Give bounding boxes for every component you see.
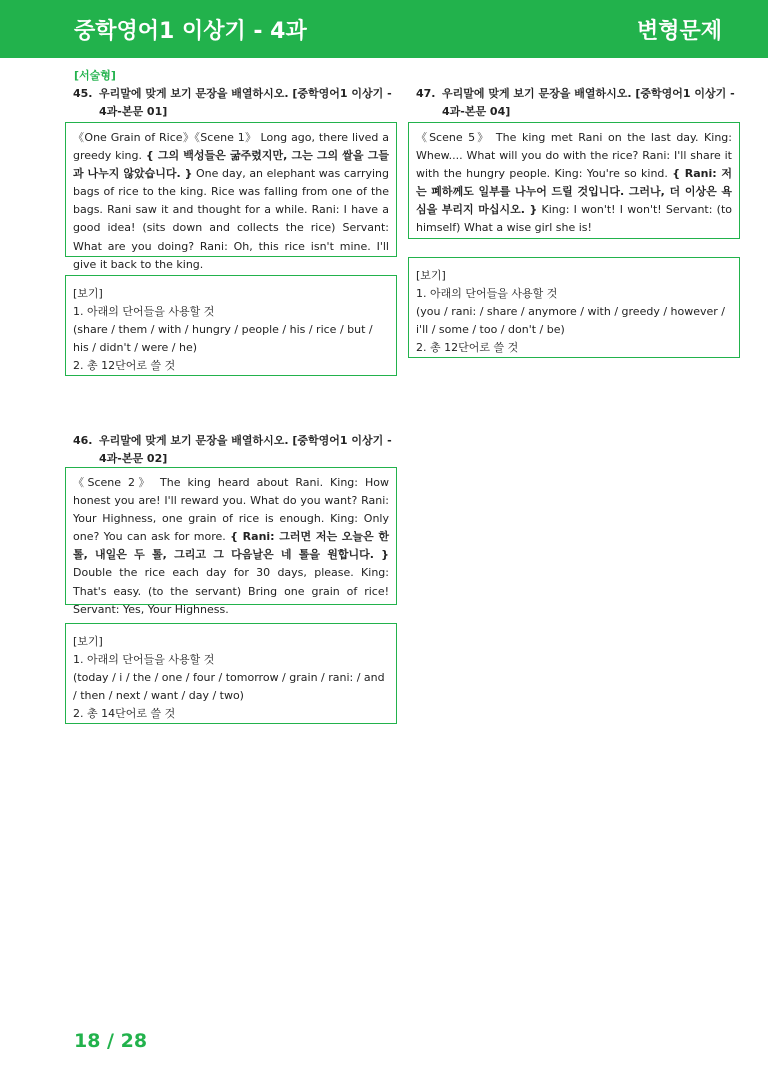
question-instruction: 우리말에 맞게 보기 문장을 배열하시오. [중학영어1 이상기 - [99,434,392,447]
worksheet-title: 중학영어1 이상기 - 4과 [74,19,307,44]
bogi-rule: 1. 아래의 단어들을 사용할 것 [73,653,215,666]
question-source: 4과-본문 02] [99,452,168,465]
bogi-box [408,257,740,358]
question-heading [73,432,397,468]
bogi-rule: 2. 총 12단어로 쓸 것 [73,359,176,372]
page-number: 18 / 28 [74,1030,148,1052]
question-heading [73,85,397,121]
bogi-box [65,623,397,724]
bogi-rule: 2. 총 14단어로 쓸 것 [73,707,176,720]
passage-box [65,467,397,616]
passage-text: 《One Grain of Rice》《Scene 1》 Long ago, there lived a greedy king. [73,131,389,163]
question-instruction: 우리말에 맞게 보기 문장을 배열하시오. [중학영어1 이상기 - [99,87,392,100]
question-46 [73,432,397,468]
worksheet-type-tag: 변형문제 [636,19,722,44]
bogi-word-list: (you / rani: / share / anymore / with / greedy / however / i'll / some / too / don't / be) [416,305,725,336]
passage-text: 《Scene 5》 The king met Rani on the last day. King: Whew.... What will you do with the rice? Rani: I'll share it with the hungry people. King: You're so kind. [416,131,732,181]
question-heading [416,85,740,121]
bogi-title: [보기] [73,287,103,300]
bogi-rule: 2. 총 12단어로 쓸 것 [416,341,519,354]
passage-text: King: I won't! I won't! Servant: (to himself) What a wise girl she is! [416,203,732,235]
passage-text: Double the rice each day for 30 days, please. King: That's easy. (to the servant) Bring one grain of rice! Servant: Yes, Your Highness. [73,566,389,616]
page-header [0,0,768,58]
bogi-rule: 1. 아래의 단어들을 사용할 것 [416,287,558,300]
question-source: 4과-본문 01] [99,105,168,118]
passage-text: One day, an elephant was carrying bags of rice to the king. Rice was falling from one of the bags. Rani saw it and thought for a while. Rani: I have a good idea! (sits down and collects the rice) Servant: What are you doing? Rani: Oh, this rice isn't mine. I'll give it back to the king. [73,167,389,271]
section-label: [서술형] [74,69,116,82]
bogi-title: [보기] [73,635,103,648]
bogi-rule: 1. 아래의 단어들을 사용할 것 [73,305,215,318]
passage-target-sentence: { Rani: 저는 폐하께도 일부를 나누어 드릴 것입니다. 그러나, 더 이상은 욕심을 부리지 마십시오. } [416,167,732,217]
question-number: 45. [73,87,93,100]
question-source: 4과-본문 04] [442,105,511,118]
bogi-box [65,275,397,376]
bogi-title: [보기] [416,269,446,282]
passage-target-sentence: { Rani: 그러면 저는 오늘은 한 톨, 내일은 두 톨, 그리고 그 다음날은 네 톨을 원합니다. } [73,530,389,562]
question-instruction: 우리말에 맞게 보기 문장을 배열하시오. [중학영어1 이상기 - [442,87,735,100]
passage-box [65,122,397,271]
passage-target-sentence: { 그의 백성들은 굶주렸지만, 그는 그의 쌀을 그들과 나누지 않았습니다. } [73,149,389,181]
question-45 [73,85,397,121]
passage-text: 《Scene 2》 The king heard about Rani. King: How honest you are! I'll reward you. What do you want? Rani: Your Highness, one grain of rice is enough. King: Only one? You can ask for more. [73,476,389,544]
question-number: 46. [73,434,93,447]
bogi-word-list: (share / them / with / hungry / people / his / rice / but / his / didn't / were / he) [73,323,373,354]
question-number: 47. [416,87,436,100]
passage-box [408,122,740,239]
question-47 [416,85,740,121]
bogi-word-list: (today / i / the / one / four / tomorrow / grain / rani: / and / then / next / want / day / two) [73,671,385,702]
